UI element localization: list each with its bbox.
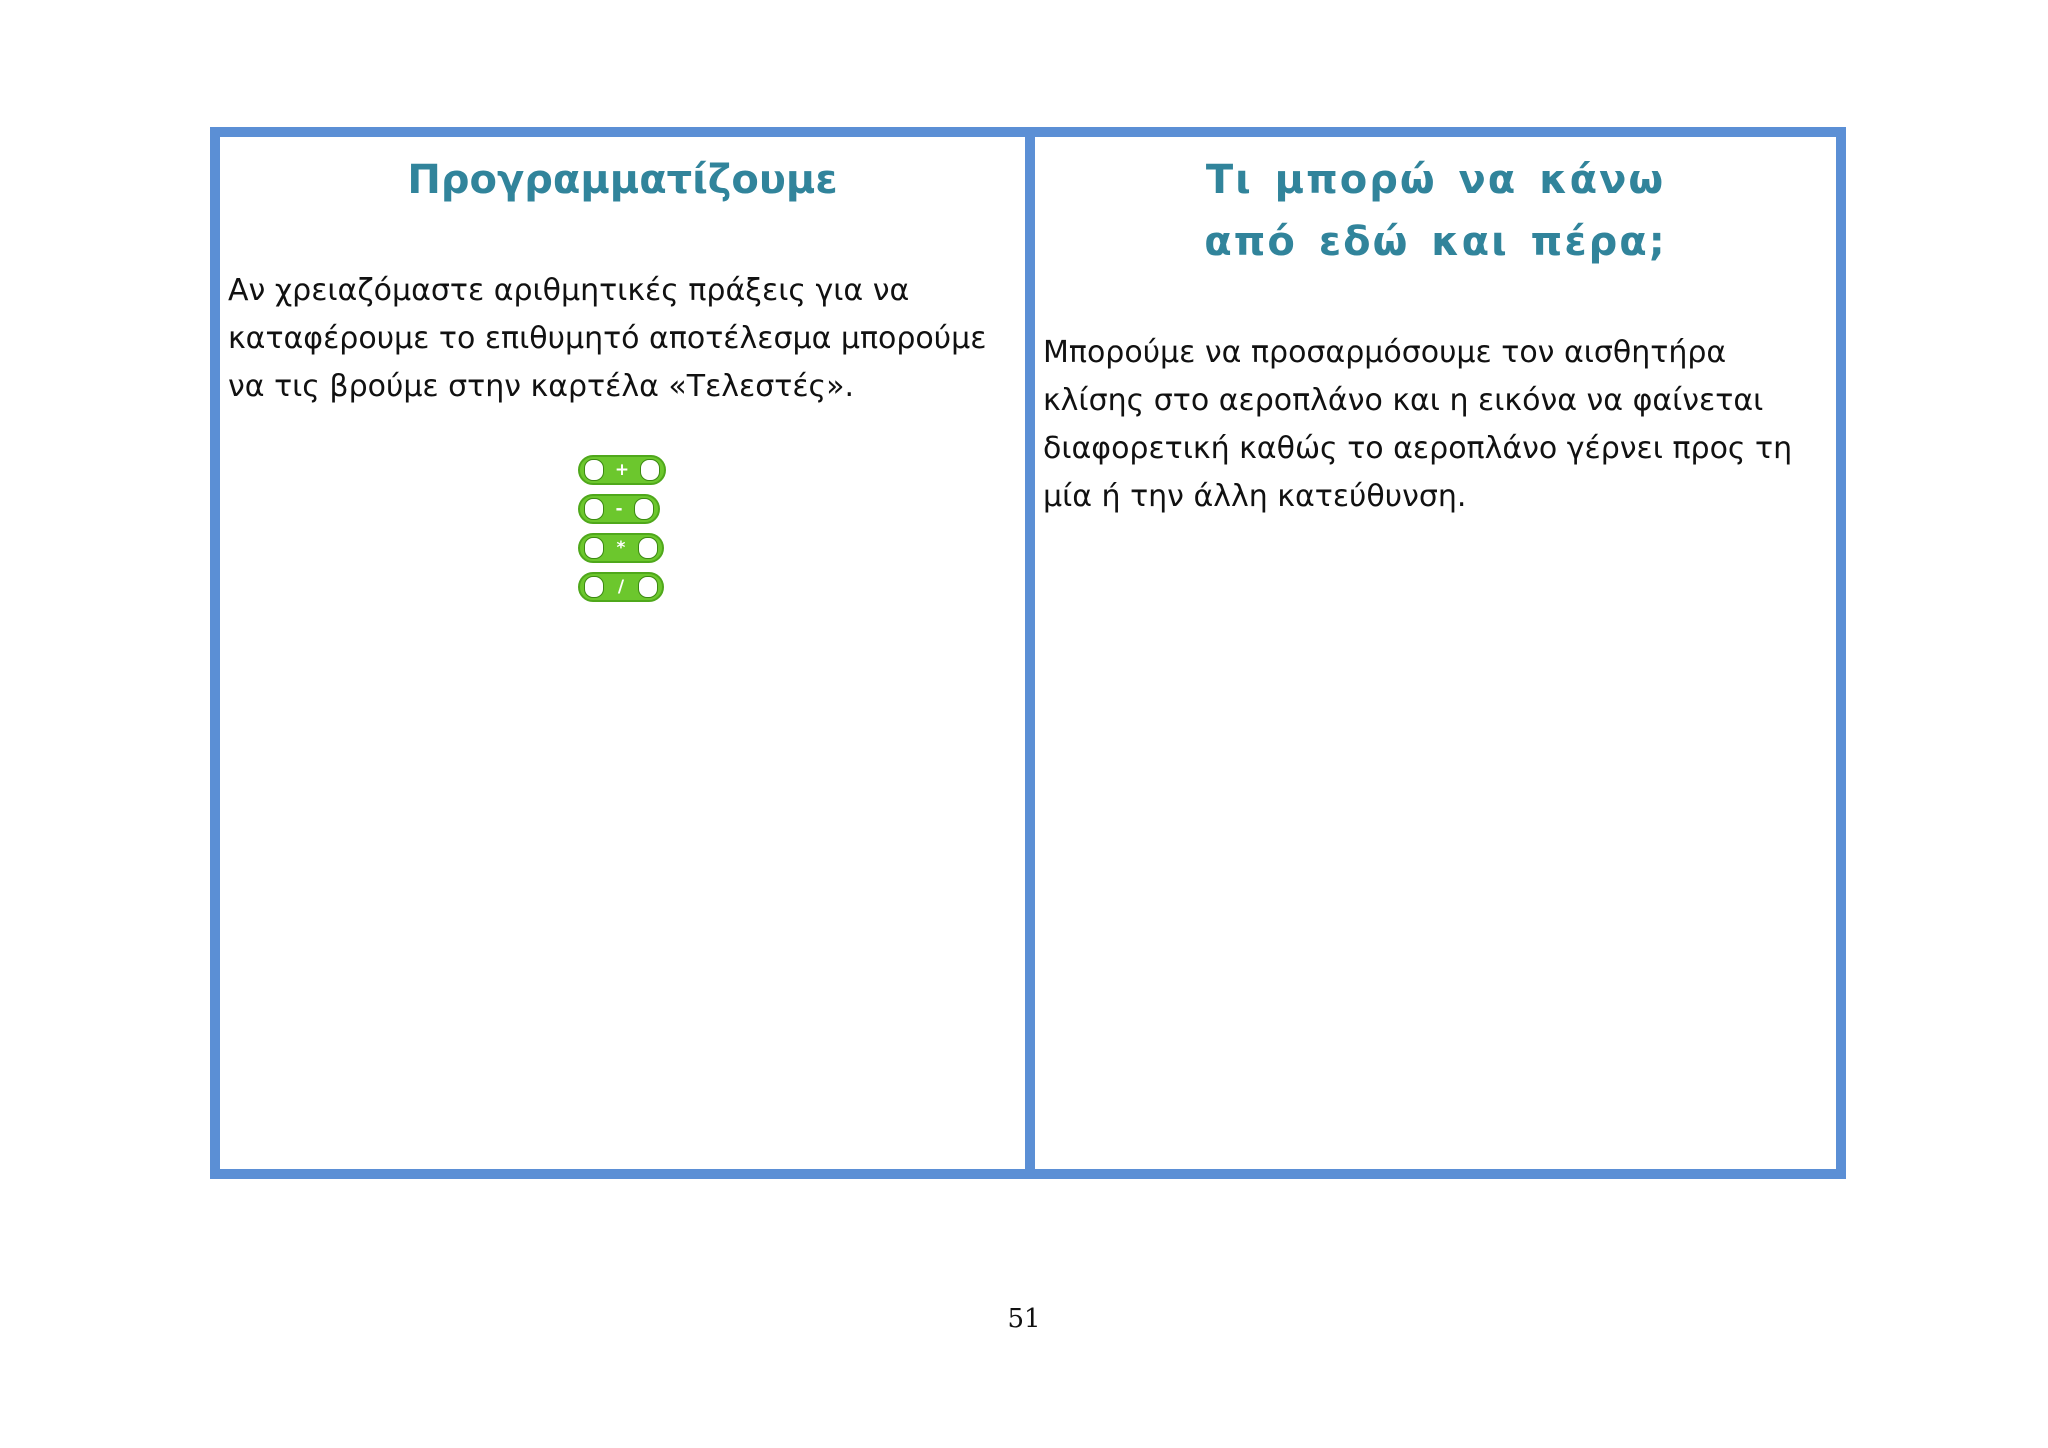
input-slot [640, 459, 660, 481]
operator-symbol: * [616, 538, 626, 558]
operator-block-subtract [578, 494, 660, 524]
operator-symbol: + [614, 460, 630, 480]
right-column-heading [1035, 149, 1836, 273]
operator-symbol: / [617, 577, 625, 597]
page-number: 51 [1007, 1304, 1041, 1334]
right-column [1035, 137, 1836, 1169]
input-slot [638, 537, 658, 559]
left-column-paragraph: Αν χρειαζόμαστε αριθμητικές πράξεις για να καταφέρουμε το επιθυμητό αποτέλεσμα μπορούμε να τις βρούμε στην καρτέλα «Τελεστές». [228, 273, 987, 404]
input-slot [634, 498, 654, 520]
input-slot [638, 576, 658, 598]
input-slot [584, 498, 604, 520]
right-heading-line-1: Τι μπορώ να κάνω [1205, 157, 1666, 203]
operator-blocks-image [578, 455, 674, 611]
two-column-table [210, 127, 1846, 1179]
operator-block-divide [578, 572, 664, 602]
left-column-heading: Προγραμματίζουμε [407, 157, 838, 203]
input-slot [584, 537, 604, 559]
operator-symbol: - [615, 499, 623, 519]
input-slot [584, 576, 604, 598]
right-heading-line-2: από εδώ και πέρα; [1204, 219, 1667, 265]
left-column [220, 137, 1035, 1169]
operator-block-add [578, 455, 666, 485]
right-column-paragraph: Μπορούμε να προσαρμόσουμε τον αισθητήρα κλίσης στο αεροπλάνο και η εικόνα να φαίνεται διαφορετική καθώς το αεροπλάνο γέρνει προς τη μία ή την άλλη κατεύθυνση. [1043, 335, 1793, 514]
operator-block-multiply [578, 533, 664, 563]
input-slot [584, 459, 604, 481]
